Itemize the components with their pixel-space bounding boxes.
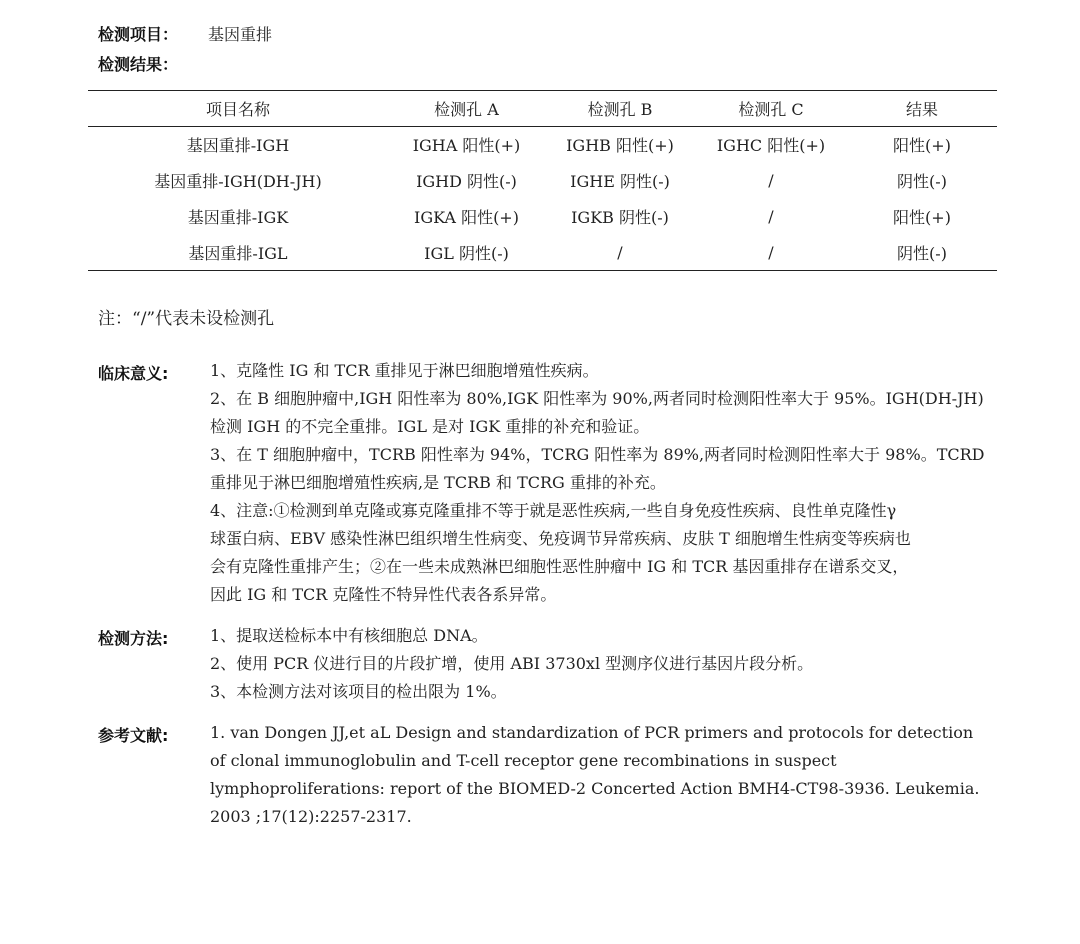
table-row — [88, 163, 997, 199]
table-cell: IGHB 阳性(+) — [566, 136, 674, 156]
table-cell: / — [768, 171, 774, 190]
test-item-row — [98, 22, 272, 45]
clinical-line: 2、在 B 细胞肿瘤中,IGH 阳性率为 80%,IGK 阳性率为 90%,两者同时检测阳性率大于 95%。IGH(DH-JH) — [210, 389, 984, 408]
column-header: 项目名称 — [205, 100, 270, 119]
table-cell: 阴性(-) — [897, 172, 947, 191]
test-item-value: 基因重排 — [208, 25, 273, 44]
clinical-significance-body — [210, 357, 990, 609]
table-header-row — [88, 91, 997, 127]
column-header: 检测孔 A — [434, 100, 499, 119]
column-header: 结果 — [905, 100, 938, 119]
table-cell: IGHD 阴性(-) — [416, 172, 517, 191]
column-header: 检测孔 C — [738, 100, 804, 119]
reference-line: 1. van Dongen JJ,et aL Design and standardization of PCR primers and protocols for detection — [210, 723, 974, 742]
test-method-body — [210, 622, 990, 706]
clinical-significance-label: 临床意义: — [98, 364, 169, 383]
clinical-line: 检测 IGH 的不完全重排。IGL 是对 IGK 重排的补充和验证。 — [210, 417, 650, 436]
table-cell: IGHE 阴性(-) — [570, 172, 670, 191]
clinical-line: 3、在 T 细胞肿瘤中，TCRB 阳性率为 94%，TCRG 阳性率为 89%,两者同时检测阳性率大于 98%。TCRD — [210, 445, 985, 464]
table-cell: 基因重排-IGL — [188, 243, 288, 263]
table-row — [88, 127, 997, 163]
test-result-row — [98, 52, 178, 75]
table-cell: / — [768, 242, 774, 262]
method-line: 1、提取送检标本中有核细胞总 DNA。 — [210, 626, 488, 645]
table-cell: IGKA 阳性(+) — [414, 208, 519, 227]
references-label: 参考文献: — [98, 726, 169, 745]
table-cell: 基因重排-IGH(DH-JH) — [154, 172, 322, 191]
reference-line: of clonal immunoglobulin and T-cell receptor gene recombinations in suspect — [210, 751, 837, 770]
table-cell: IGHA 阳性(+) — [412, 136, 521, 156]
table-cell: 阳性(+) — [893, 136, 951, 156]
column-header: 检测孔 B — [587, 100, 653, 119]
table-cell: 阳性(+) — [893, 208, 951, 227]
method-line: 2、使用 PCR 仪进行目的片段扩增，使用 ABI 3730xl 型测序仪进行基因片段分析。 — [210, 654, 814, 673]
clinical-line: 重排见于淋巴细胞增殖性疾病,是 TCRB 和 TCRG 重排的补充。 — [210, 473, 666, 492]
table-cell: / — [768, 207, 774, 226]
table-cell: IGKB 阴性(-) — [571, 208, 669, 227]
table-cell: 阴性(-) — [897, 243, 947, 263]
clinical-line: 因此 IG 和 TCR 克隆性不特异性代表各系异常。 — [210, 585, 557, 604]
test-item-label: 检测项目： — [98, 25, 179, 44]
table-cell: IGHC 阳性(+) — [716, 136, 826, 156]
table-cell: 基因重排-IGH — [186, 136, 290, 156]
method-line: 3、本检测方法对该项目的检出限为 1%。 — [210, 682, 507, 701]
table-cell: 基因重排-IGK — [187, 208, 289, 227]
test-result-label: 检测结果： — [98, 55, 179, 74]
references-body — [210, 719, 990, 831]
table-row — [88, 235, 997, 271]
clinical-line: 球蛋白病、EBV 感染性淋巴组织增生性病变、免疫调节异常疾病、皮肤 T 细胞增生性病变等疾病也 — [210, 529, 911, 548]
test-method-label: 检测方法: — [98, 629, 169, 648]
table-note: 注：“/”代表未设检测孔 — [98, 309, 275, 329]
reference-line: 2003 ;17(12):2257-2317. — [210, 807, 412, 826]
table-row — [88, 199, 997, 235]
table-cell: IGL 阴性(-) — [424, 243, 509, 263]
clinical-line: 4、注意:①检测到单克隆或寡克隆重排不等于就是恶性疾病,一些自身免疫性疾病、良性单克隆性γ — [210, 501, 897, 520]
result-table — [88, 90, 997, 271]
reference-line: lymphoproliferations: report of the BIOMED-2 Concerted Action BMH4-CT98-3936. Leukemia. — [210, 779, 980, 798]
clinical-line: 1、克隆性 IG 和 TCR 重排见于淋巴细胞增殖性疾病。 — [210, 361, 599, 380]
table-cell: / — [617, 242, 623, 262]
clinical-line: 会有克隆性重排产生；②在一些未成熟淋巴细胞性恶性肿瘤中 IG 和 TCR 基因重排存在谱系交叉， — [210, 557, 909, 576]
